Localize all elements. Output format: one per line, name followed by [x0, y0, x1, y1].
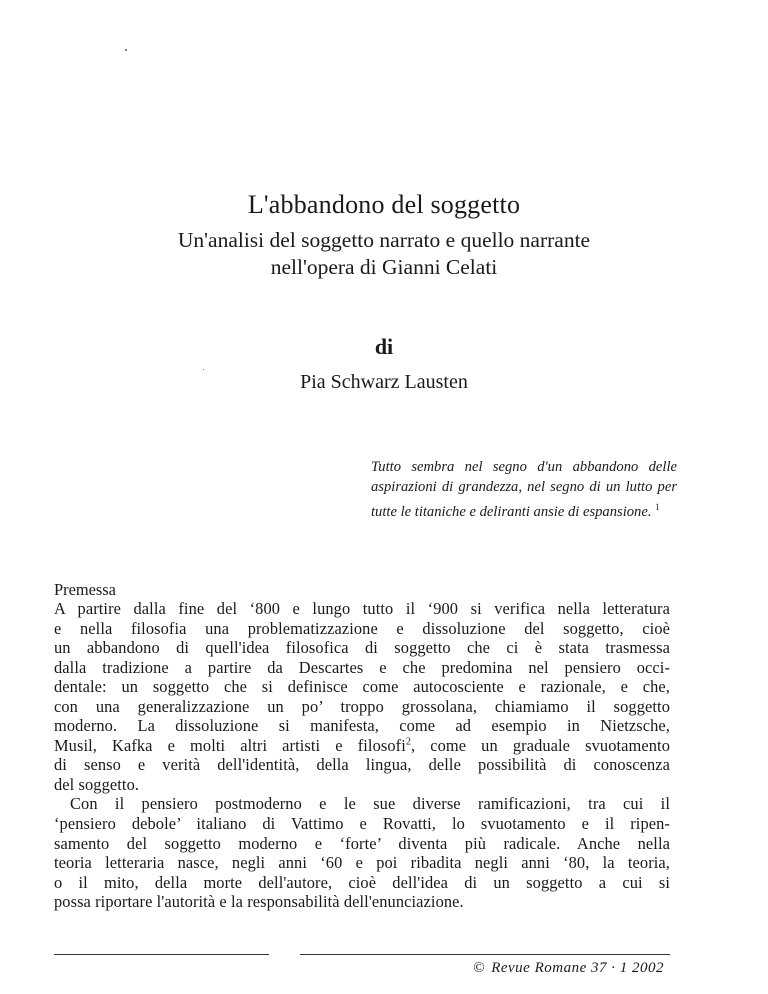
body-line: moderno. La dissoluzione si manifesta, come ad esempio in Nietzsche,: [54, 716, 670, 736]
article-subtitle: [0, 227, 768, 281]
byline-di: di: [374, 334, 394, 359]
body-line: [54, 736, 670, 756]
footnote-ref: 2: [405, 736, 411, 748]
body-line: di senso e verità dell'identità, della lingua, delle possibilità di conoscenza: [54, 755, 670, 775]
body-line: samento del soggetto moderno e ‘forte’ diventa più radicale. Anche nella: [54, 833, 670, 853]
body-line: o il mito, della morte dell'autore, cioè dell'idea di un soggetto a cui si: [54, 872, 670, 892]
body-line: teoria letteraria nasce, negli anni ‘60 e poi ribadita negli anni ‘80, la teoria,: [54, 853, 670, 873]
body-line: dentale: un soggetto che si definisce come autocosciente e razionale, e che,: [54, 677, 670, 697]
body-line: Con il pensiero postmoderno e le sue diverse ramificazioni, tra cui il: [70, 794, 670, 814]
footer-rule: [54, 954, 269, 955]
body-line: A partire dalla fine del ‘800 e lungo tutto il ‘900 si verifica nella letteratura: [54, 599, 670, 618]
body-line: dalla tradizione a partire da Descartes e che predomina nel pensiero occi-: [54, 657, 670, 677]
scan-speck: [125, 49, 127, 51]
author-name: Pia Schwarz Lausten: [300, 371, 468, 393]
body-text: [54, 599, 670, 912]
section-heading: Premessa: [54, 580, 116, 599]
epigraph-text: Tutto sembra nel segno d'un abbandono delle aspirazioni di grandezza, nel segno di un lutto per tutte le titaniche e deliranti ansie di espansione.: [371, 459, 677, 520]
body-line: un abbandono di quell'idea filosofica di soggetto che ci è stata trasmessa: [54, 638, 670, 658]
body-line: con una generalizzazione un po’ troppo grossolana, chiamiamo il soggetto: [54, 696, 670, 716]
footnote-ref: 1: [655, 502, 660, 512]
body-line: e nella filosofia una problematizzazione e dissoluzione del soggetto, cioè: [54, 618, 670, 638]
subtitle-line-2: nell'opera di Gianni Celati: [270, 255, 498, 279]
copyright-symbol: ©: [473, 960, 486, 976]
body-line-part: Musil, Kafka e molti altri artisti e filosofi: [54, 735, 406, 755]
article-title: L'abbandono del soggetto: [247, 190, 521, 219]
page-footer: [473, 960, 664, 977]
footer-rule: [300, 954, 670, 955]
body-line: del soggetto.: [54, 774, 140, 794]
body-line-part: , come un graduale svuotamento: [410, 735, 670, 755]
scan-speck: [203, 369, 204, 370]
body-line: possa riportare l'autorità e la responsabilità dell'enunciazione.: [54, 892, 464, 912]
body-line: ‘pensiero debole’ italiano di Vattimo e Rovatti, lo svuotamento e il ripen-: [54, 814, 670, 834]
epigraph: [371, 457, 677, 522]
journal-citation: Revue Romane 37 · 1 2002: [491, 960, 664, 976]
subtitle-line-1: Un'analisi del soggetto narrato e quello narrante: [177, 228, 591, 252]
